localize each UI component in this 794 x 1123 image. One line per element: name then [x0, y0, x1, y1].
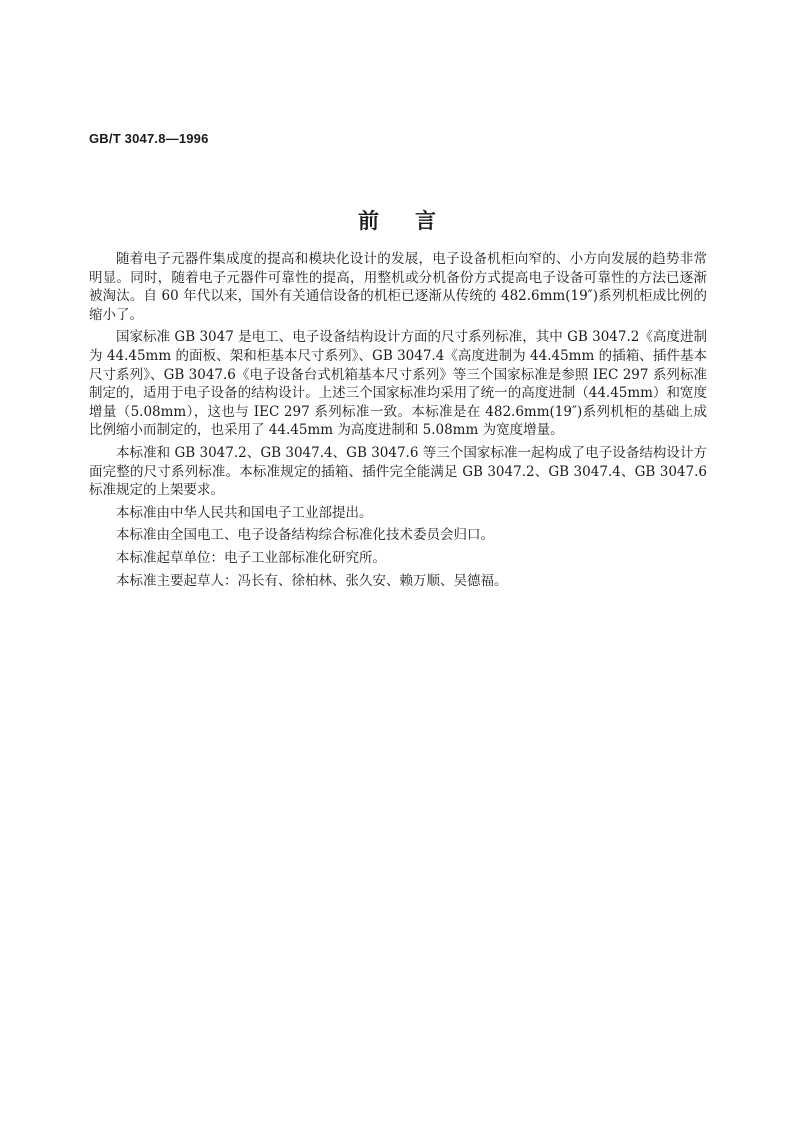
document-body — [89, 250, 707, 594]
paragraph-drafters: 本标准主要起草人：冯长有、徐柏林、张久安、赖万顺、吴德福。 — [116, 572, 508, 589]
paragraph-background: 随着电子元器件集成度的提高和模块化设计的发展，电子设备机柜向窄的、小方向发展的趋势非常明显。同时，随着电子元器件可靠性的提高，用整机或分机备份方式提高电子设备可靠性的方法已逐渐被淘汰。自 60 年代以来，国外有关通信设备的机柜已逐渐从传统的 482.6mm(19″)系列机柜成比例的缩小了。 — [89, 251, 707, 323]
paragraph-proposer: 本标准由中华人民共和国电子工业部提出。 — [116, 504, 373, 521]
paragraph-administering-committee: 本标准由全国电工、电子设备结构综合标准化技术委员会归口。 — [116, 527, 494, 544]
page-title: 前言 — [358, 209, 472, 233]
standard-code: GB/T 3047.8—1996 — [89, 131, 209, 146]
paragraph-scope-compatibility: 本标准和 GB 3047.2、GB 3047.4、GB 3047.6 等三个国家标准一起构成了电子设备结构设计方面完整的尺寸系列标准。本标准规定的插箱、插件完全能满足 GB 3047.2、GB 3047.4、GB 3047.6 标准规定的上架要求。 — [89, 444, 707, 499]
paragraph-gb3047-series: 国家标准 GB 3047 是电工、电子设备结构设计方面的尺寸系列标准，其中 GB 3047.2《高度进制为 44.45mm 的面板、架和柜基本尺寸系列》、GB 3047.4《高度进制为 44.45mm 的插箱、插件基本尺寸系列》、GB 3047.6《电子设备台式机箱基本尺寸系列》等三个国家标准是参照 IEC 297 系列标准制定的，适用于电子设备的结构设计。上述三个国家标准均采用了统一的高度进制（44.45mm）和宽度增量（5.08mm），这也与 IEC 297 系列标准一致。本标准是在 482.6mm(19″)系列机柜的基础上成比例缩小而制定的，也采用了 44.45mm 为高度进制和 5.08mm 为宽度增量。 — [89, 329, 707, 439]
paragraph-drafting-unit: 本标准起草单位：电子工业部标准化研究所。 — [116, 549, 386, 566]
